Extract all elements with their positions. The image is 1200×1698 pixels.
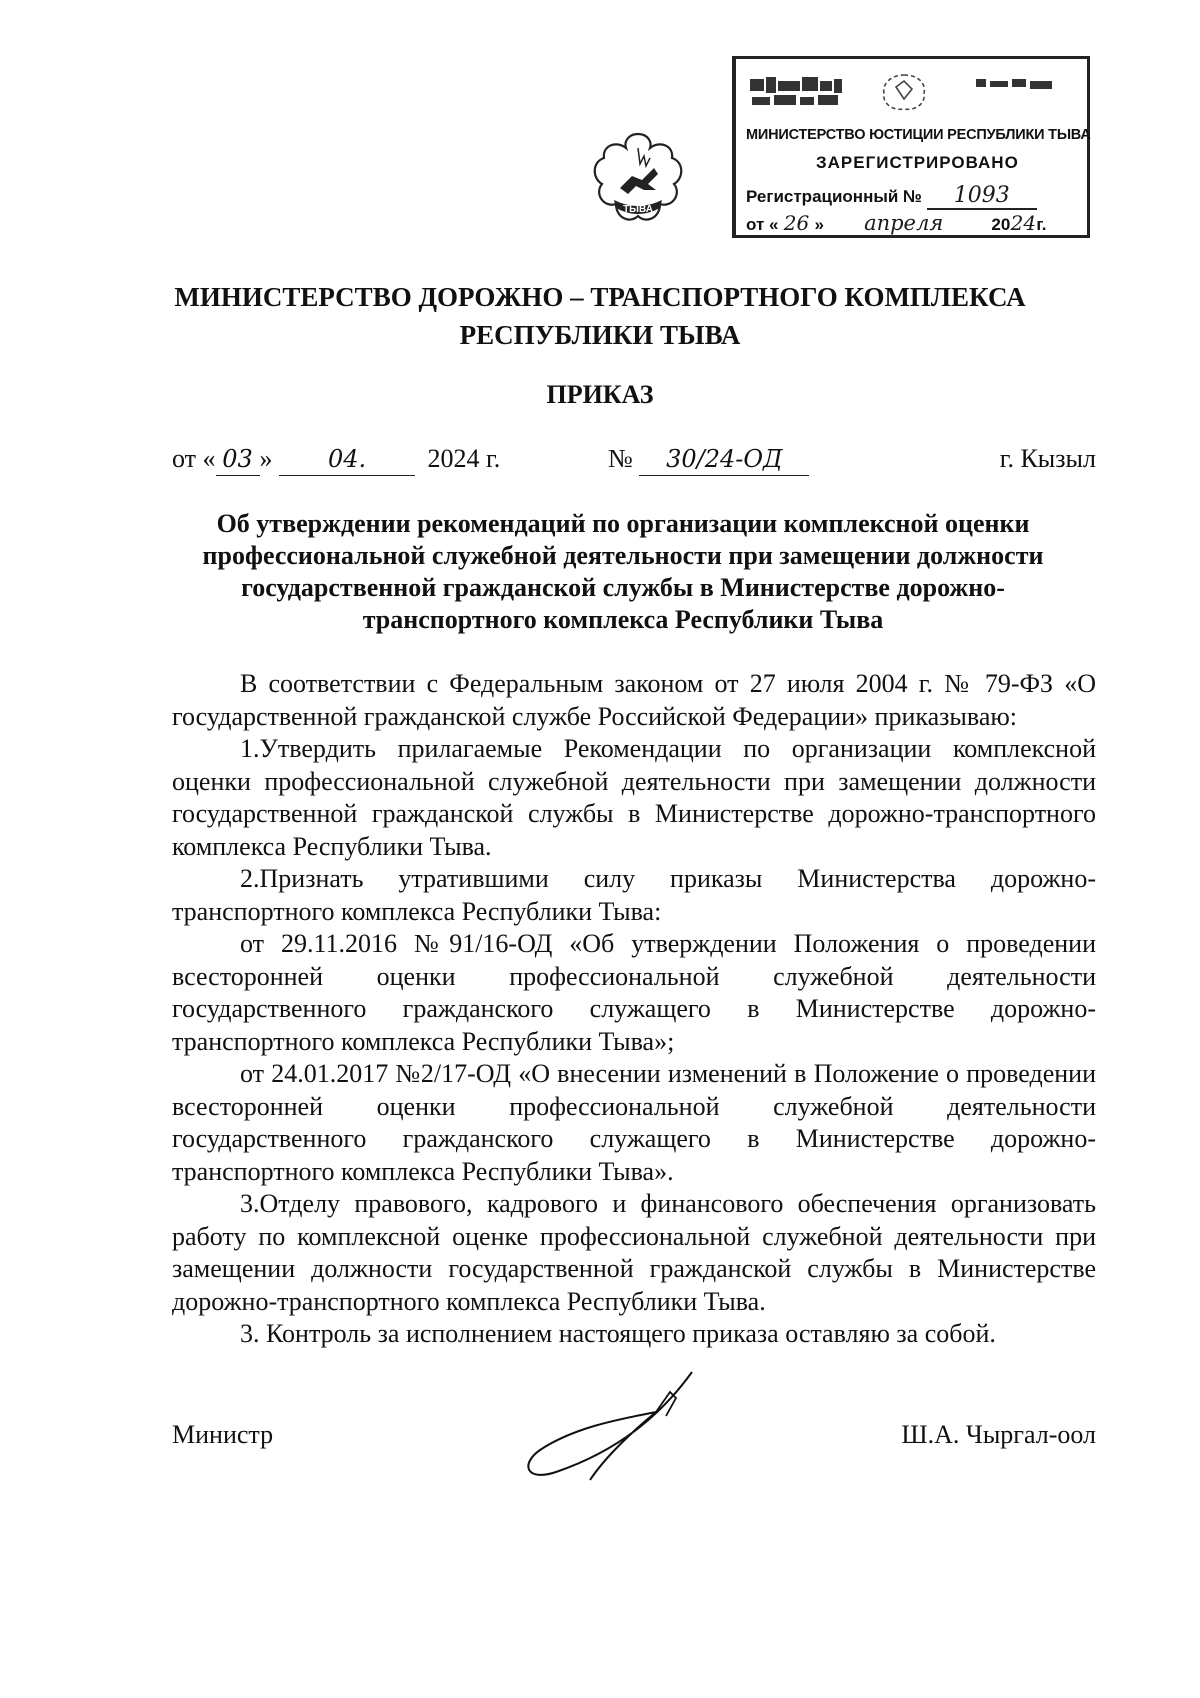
stamp-ministry: МИНИСТЕРСТВО ЮСТИЦИИ РЕСПУБЛИКИ ТЫВА: [746, 127, 1091, 143]
stamp-date: [746, 211, 1046, 237]
stamp-regnum-value: 1093: [927, 183, 1037, 210]
order-year: 2024 г.: [427, 444, 501, 473]
stamp-registered: ЗАРЕГИСТРИРОВАНО: [816, 153, 1019, 172]
signer-position: Министр: [172, 1420, 274, 1449]
order-date-row: [172, 444, 1096, 480]
order-date: [172, 444, 500, 476]
ministry-title-line-2: РЕСПУБЛИКИ ТЫВА: [459, 320, 741, 350]
stamp-date-mid: »: [814, 215, 824, 234]
ministry-title-line-1: МИНИСТЕРСТВО ДОРОЖНО – ТРАНСПОРТНОГО КОМПЛЕКСА: [174, 282, 1026, 312]
body-paragraph-repealed-2: от 24.01.2017 №2/17-ОД «О внесении изменений в Положение о проведении всесторонней оценки профессиональной служебной деятельности государственного гражданского служащего в Министерстве дорожно-транспортного комплекса Республики Тыва».: [172, 1059, 1096, 1186]
stamp-registration-number: [746, 183, 1037, 210]
tuva-emblem-icon: [584, 128, 692, 228]
order-body: [172, 668, 1096, 1351]
stamp-date-prefix: от «: [746, 215, 779, 234]
order-subject: [150, 508, 1096, 636]
stamp-date-end: г.: [1036, 215, 1047, 234]
order-city: г. Кызыл: [999, 444, 1096, 473]
signer-name: Ш.А. Чыргал-оол: [901, 1420, 1096, 1449]
subject-line-2: профессиональной служебной деятельности при замещении должности: [202, 541, 1044, 570]
registration-stamp: [732, 56, 1090, 238]
ministry-title: [0, 278, 1200, 354]
handwritten-signature: [516, 1368, 716, 1488]
order-number: [608, 444, 809, 476]
stamp-date-year-prefix: 20: [991, 215, 1011, 234]
stamp-date-day: 26: [778, 211, 814, 237]
order-day-suffix: »: [259, 444, 273, 473]
subject-line-3: государственной гражданской службы в Министерстве дорожно-: [241, 573, 1005, 602]
order-date-prefix: от «: [172, 444, 216, 473]
stamp-date-month: апреля: [829, 211, 979, 237]
body-paragraph-preamble: В соответствии с Федеральным законом от 27 июля 2004 г. № 79-ФЗ «О государственной гражданской службе Российской Федерации» приказываю:: [172, 669, 1096, 731]
order-number-label: №: [608, 444, 633, 473]
stamp-emblem-icon: [744, 71, 1084, 115]
subject-line-1: Об утверждении рекомендаций по организации комплексной оценки: [216, 509, 1030, 538]
stamp-date-year-suffix: 24: [1010, 211, 1037, 235]
body-paragraph-control: 3. Контроль за исполнением настоящего приказа оставляю за собой.: [240, 1319, 996, 1348]
order-day: 03: [216, 445, 260, 476]
order-month: 04.: [279, 445, 415, 476]
document-type-title: ПРИКАЗ: [546, 380, 654, 409]
body-paragraph-item-3: 3.Отделу правового, кадрового и финансового обеспечения организовать работу по комплексной оценке профессиональной служебной деятельности при замещении должности государственной гражданской службы в Министерстве дорожно-транспортного комплекса Республики Тыва.: [172, 1189, 1096, 1316]
body-paragraph-item-1: 1.Утвердить прилагаемые Рекомендации по организации комплексной оценки профессиональной служебной деятельности при замещении должности государственной гражданской службы в Министерстве дорожно-транспортного комплекса Республики Тыва.: [172, 734, 1096, 861]
subject-line-4: транспортного комплекса Республики Тыва: [362, 605, 884, 634]
emblem-label: ТЫВА: [623, 204, 653, 215]
stamp-regnum-label: Регистрационный №: [746, 187, 922, 206]
order-number-value: 30/24-ОД: [639, 445, 809, 476]
body-paragraph-repealed-1: от 29.11.2016 №91/16-ОД «Об утверждении Положения о проведении всесторонней оценки профессиональной служебной деятельности государственного гражданского служащего в Министерстве дорожно-транспортного комплекса Республики Тыва»;: [172, 929, 1096, 1056]
body-paragraph-item-2: 2.Признать утратившими силу приказы Министерства дорожно-транспортного комплекса Республики Тыва:: [172, 864, 1096, 926]
